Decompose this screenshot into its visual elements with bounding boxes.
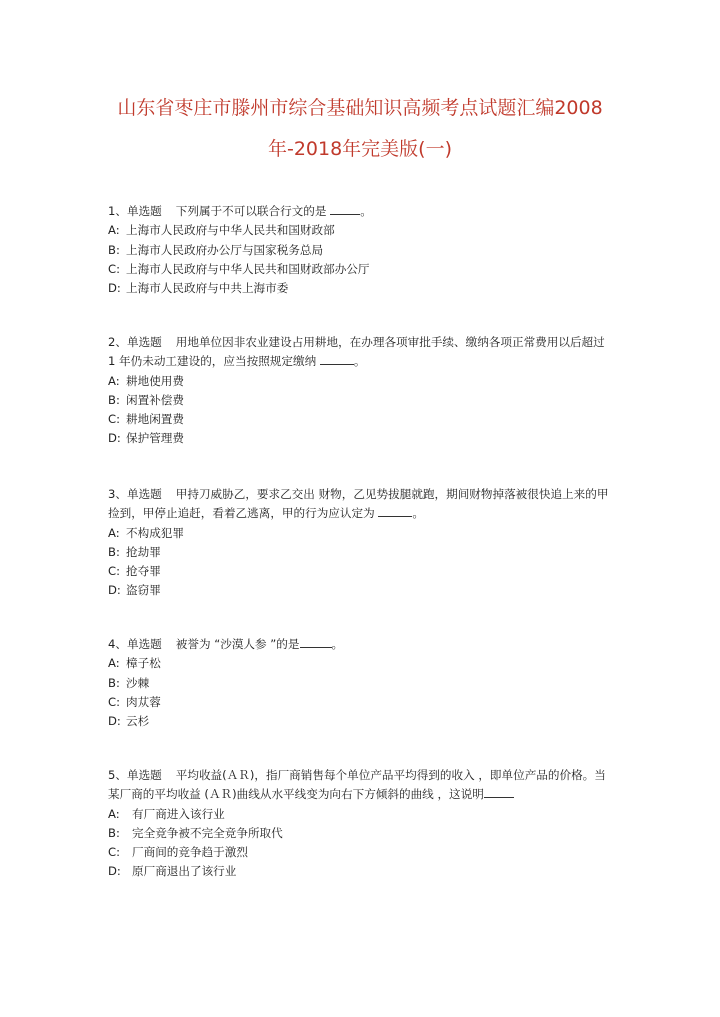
question-text: 甲持刀威胁乙，要求乙交出 财物，乙见势拔腿就跑，期间财物掉落被很快追上来的甲捡到，甲停止追赶，看着乙逃离，甲的行为应认定为 (108, 487, 609, 521)
option-b (108, 824, 614, 843)
option-c (108, 562, 614, 581)
document-title: 山东省枣庄市滕州市综合基础知识高频考点试题汇编2008年-2018年完美版(一) (117, 97, 603, 160)
question-number-type: 2、单选题 (108, 335, 162, 349)
option-text: 抢劫罪 (126, 544, 161, 559)
option-a (108, 372, 614, 391)
option-text: 完全竞争被不完全竞争所取代 (132, 825, 283, 840)
option-text: 保护管理费 (126, 431, 184, 446)
question-stem (108, 333, 614, 372)
answer-blank (378, 505, 412, 517)
question-stem (108, 766, 614, 805)
option-a (108, 805, 614, 824)
option-text: 上海市人民政府办公厅与国家税务总局 (126, 242, 324, 257)
option-key: C: (108, 564, 121, 579)
option-key: A: (108, 806, 120, 821)
option-key: A: (108, 223, 120, 238)
question-stem (108, 202, 614, 221)
option-a (108, 654, 614, 673)
option-key: A: (108, 525, 120, 540)
option-key: D: (108, 281, 121, 296)
option-key: D: (108, 864, 121, 879)
question-text: 用地单位因非农业建设占用耕地，在办理各项审批手续、缴纳各项正常费用以后超过 1 年仍未动工建设的，应当按照规定缴纳 (108, 335, 605, 369)
option-b (108, 241, 614, 260)
option-text: 肉苁蓉 (126, 694, 161, 709)
question-text-end: 。 (353, 354, 366, 369)
option-key: D: (108, 583, 121, 598)
answer-blank (484, 786, 514, 798)
answer-blank (300, 636, 332, 648)
option-text: 不构成犯罪 (126, 525, 184, 540)
question-stem (108, 635, 614, 654)
option-key: D: (108, 714, 121, 729)
question-stem (108, 485, 614, 524)
option-d (108, 581, 614, 600)
option-a (108, 524, 614, 543)
question-text: 平均收益(ＡＲ)，指厂商销售每个单位产品平均得到的收入 ，即单位产品的价格。当某厂商的平均收益 (ＡＲ)曲线从水平线变为向右下方倾斜的曲线 ，这说明 (108, 768, 606, 802)
option-key: B: (108, 675, 120, 690)
question-3 (108, 485, 614, 601)
option-text: 盗窃罪 (126, 583, 161, 598)
option-key: B: (108, 392, 120, 407)
option-key: C: (108, 694, 121, 709)
question-1 (108, 202, 614, 298)
option-c (108, 260, 614, 279)
option-c (108, 843, 614, 862)
option-c (108, 410, 614, 429)
question-4 (108, 635, 614, 731)
option-c (108, 693, 614, 712)
question-number-type: 5、单选题 (108, 768, 162, 782)
option-b (108, 391, 614, 410)
option-text: 厂商间的竞争趋于激烈 (132, 845, 248, 860)
option-text: 有厂商进入该行业 (132, 806, 225, 821)
option-text: 原厂商退出了该行业 (132, 864, 237, 879)
option-text: 耕地闲置费 (126, 412, 184, 427)
option-d (108, 279, 614, 298)
question-5 (108, 766, 614, 882)
option-text: 上海市人民政府与中共上海市委 (126, 281, 289, 296)
option-text: 上海市人民政府与中华人民共和国财政部办公厅 (126, 261, 370, 276)
option-key: B: (108, 544, 120, 559)
question-number-type: 3、单选题 (108, 487, 162, 501)
option-key: D: (108, 431, 121, 446)
question-text: 下列属于不可以联合行文的是 (175, 204, 327, 218)
answer-blank (330, 203, 360, 215)
option-text: 云杉 (126, 714, 150, 729)
option-text: 上海市人民政府与中华人民共和国财政部 (126, 223, 335, 238)
option-key: C: (108, 412, 121, 427)
question-text-end: 。 (331, 637, 344, 651)
question-text: 被誉为 “沙漠人参 ”的是 (175, 637, 300, 651)
option-a (108, 221, 614, 240)
question-text-end: 。 (412, 506, 424, 521)
option-text: 抢夺罪 (126, 564, 161, 579)
answer-blank (320, 353, 354, 365)
option-key: A: (108, 656, 120, 671)
question-number-type: 1、单选题 (108, 204, 162, 218)
option-key: A: (108, 373, 120, 388)
option-text: 耕地使用费 (126, 373, 184, 388)
question-number-type: 4、单选题 (108, 637, 162, 651)
question-text-end: 。 (360, 204, 372, 218)
option-d (108, 862, 614, 881)
option-b (108, 543, 614, 562)
option-text: 沙棘 (126, 675, 150, 690)
option-key: C: (108, 261, 121, 276)
option-b (108, 674, 614, 693)
option-key: B: (108, 825, 120, 840)
option-text: 闲置补偿费 (126, 392, 184, 407)
question-2 (108, 333, 614, 449)
option-key: C: (108, 845, 121, 860)
option-text: 樟子松 (126, 656, 161, 671)
option-d (108, 429, 614, 448)
option-d (108, 712, 614, 731)
option-key: B: (108, 242, 120, 257)
